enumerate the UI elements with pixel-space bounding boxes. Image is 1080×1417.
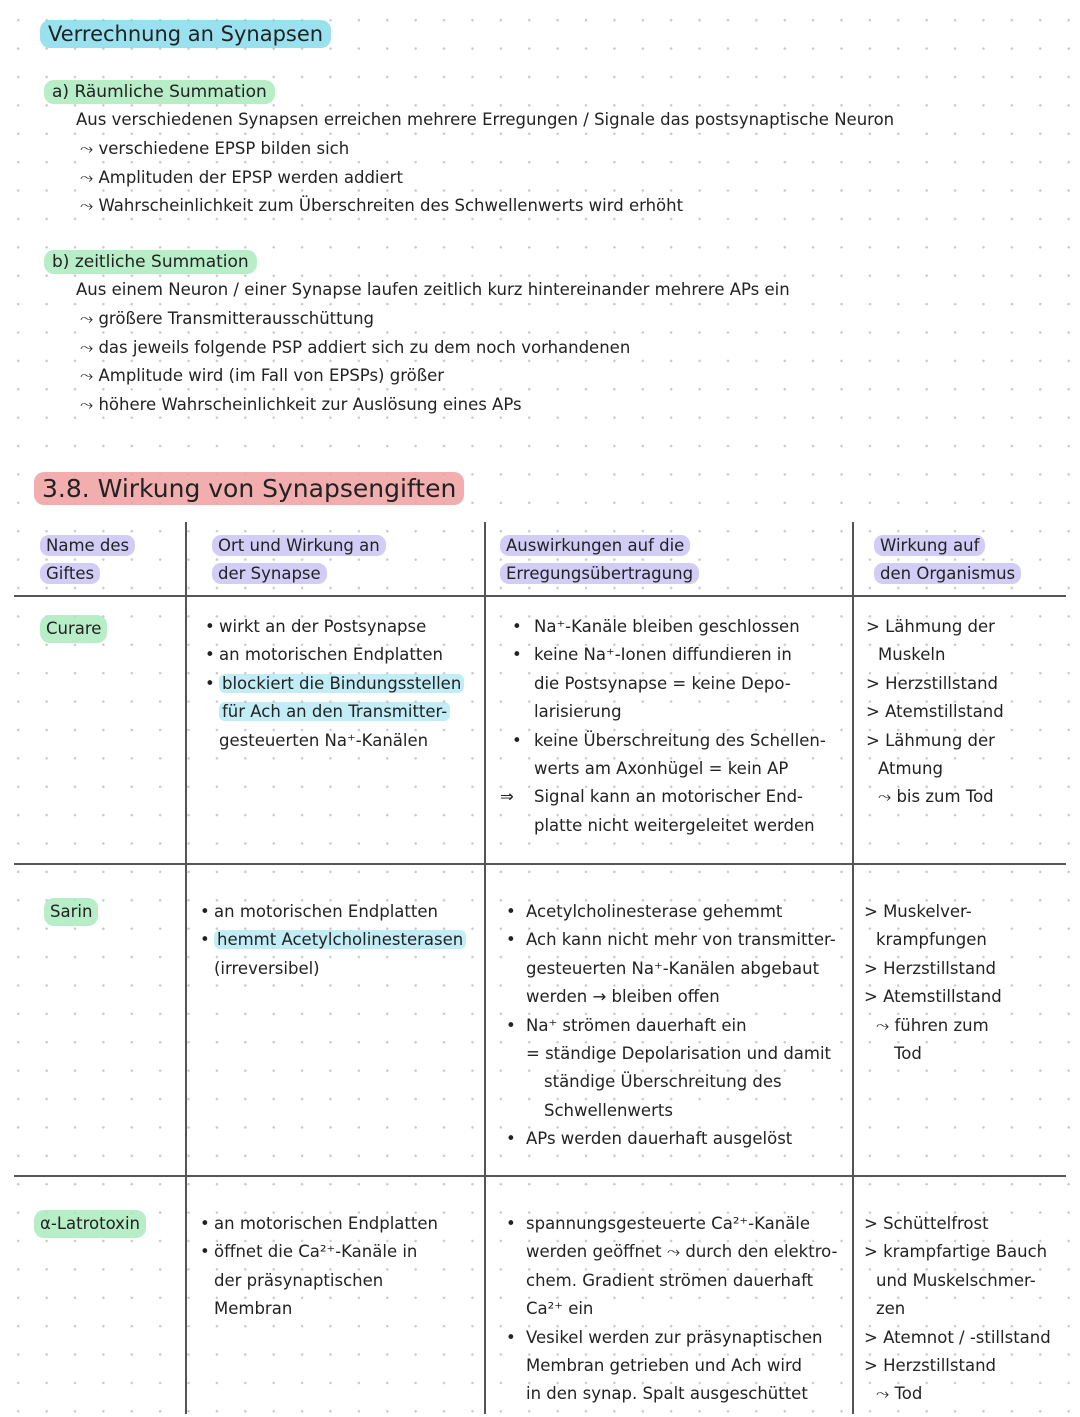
list-item: ⤳ Amplituden der EPSP werden addiert xyxy=(80,167,403,187)
list-item: in den synap. Spalt ausgeschüttet xyxy=(526,1384,808,1404)
list-item: ⤳ höhere Wahrscheinlichkeit zur Auslösung eines APs xyxy=(80,394,522,414)
list-item: • keine Überschreitung des Schellen- xyxy=(512,730,826,750)
list-item: • wirkt an der Postsynapse xyxy=(205,617,427,636)
arrow-icon: ⤳ xyxy=(876,1015,890,1035)
table-row-sarin-auswirkungen xyxy=(506,898,848,1154)
arrow-icon: ⤳ xyxy=(80,309,94,328)
heading-raeumliche-summation: a) Räumliche Summation xyxy=(44,80,275,104)
table-header-organismus: Wirkung auf den Organismus xyxy=(874,532,1021,588)
list-item: Ca²⁺ ein xyxy=(526,1299,594,1319)
list-item: werden geöffnet ⤳ durch den elektro- xyxy=(526,1242,838,1262)
list-item: der präsynaptischen xyxy=(214,1270,384,1290)
list-item: • Ach kann nicht mehr von transmitter- xyxy=(506,930,836,950)
implies-icon: ⇒ xyxy=(500,787,514,807)
list-item: = ständige Depolarisation und damit xyxy=(526,1044,832,1064)
table-column-divider xyxy=(852,522,854,1414)
list-item: ⇒ Signal kann an motorischer End- xyxy=(500,783,847,811)
list-item: die Postsynapse = keine Depo- xyxy=(534,673,791,693)
table-divider xyxy=(14,1175,1066,1177)
arrow-icon: ⤳ xyxy=(876,1384,890,1404)
section-title-verrechnung: Verrechnung an Synapsen xyxy=(40,20,331,48)
list-item: chem. Gradient strömen dauerhaft xyxy=(526,1270,814,1290)
list-item: • an motorischen Endplatten xyxy=(205,645,443,665)
table-header-auswirkungen: Auswirkungen auf die Erregungsübertragung xyxy=(500,532,699,588)
table-row-sarin-organismus: > Muskelver- krampfungen > Herzstillstand > Atemstillstand ⤳ führen zum Tod xyxy=(864,902,1002,1064)
list-item: • APs werden dauerhaft ausgelöst xyxy=(506,1129,793,1149)
text-raeumliche-summation: Aus verschiedenen Synapsen erreichen mehrere Erregungen / Signale das postsynaptische Neuron xyxy=(76,110,895,129)
list-item: ständige Überschreitung des xyxy=(544,1072,782,1092)
arrow-icon: ⤳ xyxy=(666,1242,681,1262)
list-item: • an motorischen Endplatten xyxy=(200,1214,438,1233)
arrow-icon: ⤳ xyxy=(80,394,94,414)
arrow-icon: ⤳ xyxy=(80,366,94,385)
arrow-icon: ⤳ xyxy=(80,337,94,357)
list-item: werts am Axonhügel = kein AP xyxy=(534,759,789,779)
text-zeitliche-summation: Aus einem Neuron / einer Synapse laufen zeitlich kurz hintereinander mehrere APs ein xyxy=(76,280,790,299)
table-header-ort: Ort und Wirkung an der Synapse xyxy=(212,532,386,588)
table-divider xyxy=(14,595,1066,597)
list-item: für Ach an den Transmitter- xyxy=(205,698,480,726)
list-item: • blockiert die Bindungsstellen xyxy=(205,670,480,698)
table-row-sarin-ort xyxy=(200,898,480,983)
list-item: • Acetylcholinesterase gehemmt xyxy=(506,902,783,921)
list-item: • Na⁺-Kanäle bleiben geschlossen xyxy=(512,617,800,636)
list-item: Membran getrieben und Ach wird xyxy=(526,1356,802,1376)
list-item: platte nicht weitergeleitet werden xyxy=(534,815,815,835)
arrow-icon: ⤳ xyxy=(80,196,94,215)
table-row-latrotoxin-auswirkungen xyxy=(506,1210,848,1409)
list-item: gesteuerten Na⁺-Kanälen abgebaut xyxy=(526,958,820,978)
list-item: • öffnet die Ca²⁺-Kanäle in xyxy=(200,1242,418,1262)
list-item: ⤳ das jeweils folgende PSP addiert sich zu dem noch vorhandenen xyxy=(80,337,631,357)
heading-zeitliche-summation: b) zeitliche Summation xyxy=(44,250,257,274)
list-zeitliche-summation xyxy=(80,305,630,419)
list-item: ⤳ verschiedene EPSP bilden sich xyxy=(80,139,350,158)
list-item: • hemmt Acetylcholinesterasen xyxy=(200,926,480,954)
list-item: Membran xyxy=(214,1299,293,1319)
arrow-icon: ⤳ xyxy=(80,139,94,158)
list-item: • an motorischen Endplatten xyxy=(200,902,438,921)
list-item: • Vesikel werden zur präsynaptischen xyxy=(506,1327,823,1347)
table-row-curare-organismus: > Lähmung der Muskeln > Herzstillstand > Atemstillstand > Lähmung der Atmung ⤳ bis zum Tod xyxy=(866,617,1004,807)
list-item: Schwellenwerts xyxy=(544,1100,673,1120)
list-item: (irreversibel) xyxy=(214,958,320,978)
list-item: • Na⁺ strömen dauerhaft ein xyxy=(506,1015,747,1035)
table-row-curare-name: Curare xyxy=(40,615,107,643)
list-item: larisierung xyxy=(534,702,622,722)
list-item: gesteuerten Na⁺-Kanälen xyxy=(219,730,429,750)
table-row-latrotoxin-name: α-Latrotoxin xyxy=(34,1210,146,1238)
list-item: ⤳ größere Transmitterausschüttung xyxy=(80,309,375,328)
table-divider xyxy=(14,863,1066,865)
section-title-synapsengifte: 3.8. Wirkung von Synapsengiften xyxy=(34,472,464,505)
table-column-divider xyxy=(484,522,486,1414)
list-item: • keine Na⁺-Ionen diffundieren in xyxy=(512,645,792,665)
list-item: ⤳ Wahrscheinlichkeit zum Überschreiten des Schwellenwerts wird erhöht xyxy=(80,196,684,215)
list-item: • spannungsgesteuerte Ca²⁺-Kanäle xyxy=(506,1214,811,1233)
table-row-curare-ort xyxy=(205,613,480,755)
table-row-sarin-name: Sarin xyxy=(44,898,98,926)
table-column-divider xyxy=(185,522,187,1414)
list-raeumliche-summation xyxy=(80,135,683,221)
list-item: werden → bleiben offen xyxy=(526,987,720,1007)
table-row-latrotoxin-ort xyxy=(200,1210,480,1324)
arrow-icon: ⤳ xyxy=(80,167,94,187)
table-row-latrotoxin-organismus: > Schüttelfrost > krampfartige Bauch und Muskelschmer- zen > Atemnot / -stillstand > Herzstillstand ⤳ Tod xyxy=(864,1214,1051,1404)
list-item: ⤳ Amplitude wird (im Fall von EPSPs) größer xyxy=(80,366,445,385)
table-header-name: Name des Giftes xyxy=(40,532,135,588)
table-row-curare-auswirkungen xyxy=(500,613,847,840)
arrow-icon: ⤳ xyxy=(878,787,892,807)
